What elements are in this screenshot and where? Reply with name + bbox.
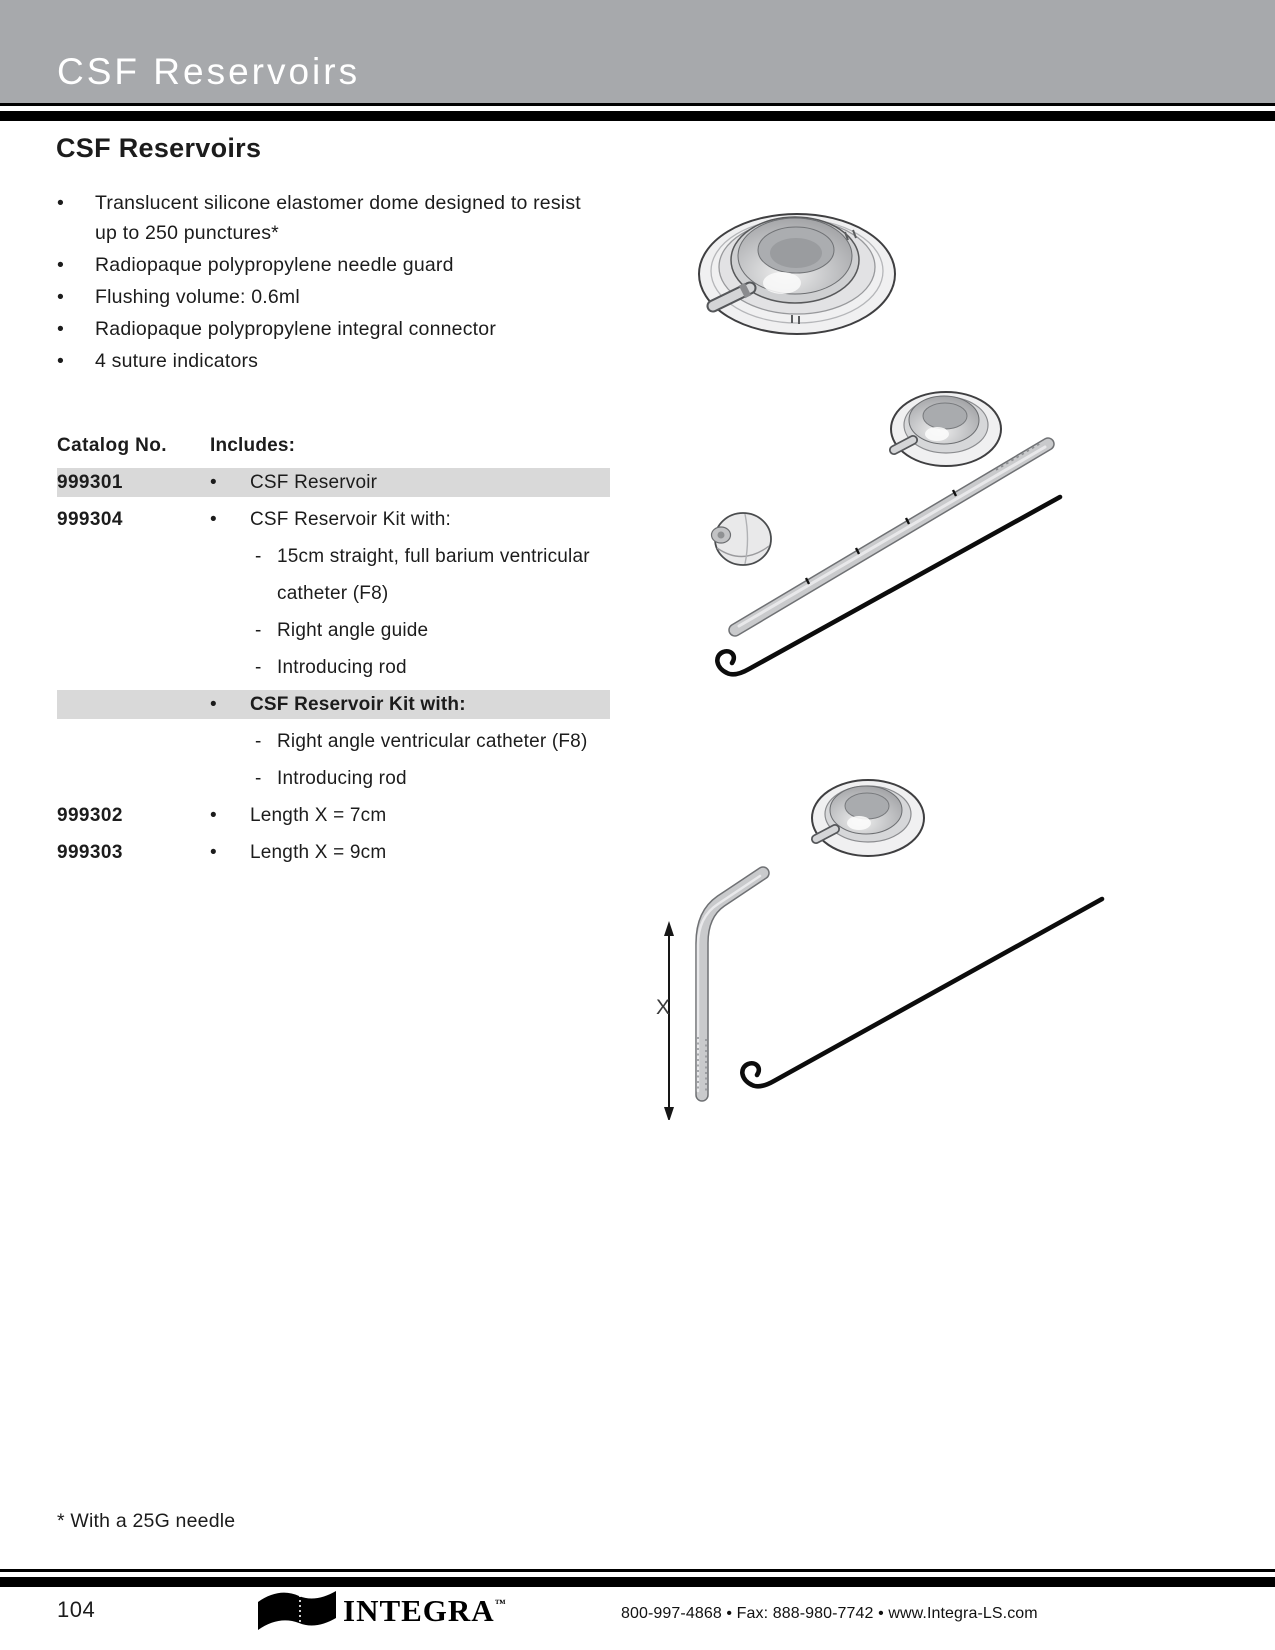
integra-flag-icon bbox=[256, 1588, 340, 1634]
feature-item bbox=[57, 188, 617, 248]
catalog-number: 999302 bbox=[57, 805, 123, 826]
bullet-icon: • bbox=[210, 509, 217, 530]
introducing-rod bbox=[742, 899, 1102, 1086]
bullet-icon: • bbox=[57, 350, 65, 372]
table-row bbox=[57, 834, 610, 871]
csf-reservoir-kit-straight-illustration bbox=[655, 368, 1075, 713]
table-row bbox=[57, 686, 610, 723]
feature-text: Flushing volume: 0.6ml bbox=[95, 286, 300, 308]
integra-logo bbox=[256, 1588, 507, 1634]
footer-contact-info: 800-997-4868 • Fax: 888-980-7742 • www.Integra-LS.com bbox=[621, 1605, 1038, 1622]
sub-item-text: Right angle guide bbox=[277, 620, 429, 641]
bullet-icon: • bbox=[57, 192, 65, 214]
includes-header: Includes: bbox=[210, 435, 296, 456]
feature-text: 4 suture indicators bbox=[95, 350, 259, 372]
feature-text: Radiopaque polypropylene integral connector bbox=[95, 318, 497, 340]
table-sub-row bbox=[57, 538, 610, 612]
dash-icon: - bbox=[255, 620, 262, 641]
feature-item bbox=[57, 346, 617, 376]
catalog-number: 999301 bbox=[57, 472, 123, 493]
catalog-number: 999304 bbox=[57, 509, 123, 530]
trademark-symbol: ™ bbox=[494, 1598, 507, 1610]
item-text: CSF Reservoir Kit with: bbox=[250, 694, 466, 715]
feature-item bbox=[57, 314, 617, 344]
dash-icon: - bbox=[255, 731, 262, 752]
feature-item bbox=[57, 282, 617, 312]
page-header-bar bbox=[0, 0, 1275, 103]
header-divider-thick bbox=[0, 111, 1275, 121]
dash-icon: - bbox=[255, 768, 262, 789]
table-sub-row bbox=[57, 649, 610, 686]
catalog-number bbox=[57, 686, 210, 723]
dash-icon: - bbox=[255, 657, 262, 678]
section-title: CSF Reservoirs bbox=[56, 133, 262, 163]
bullet-icon: • bbox=[210, 805, 217, 826]
sub-item-text: Introducing rod bbox=[277, 768, 407, 789]
sub-item-text: Introducing rod bbox=[277, 657, 407, 678]
table-sub-row bbox=[57, 723, 610, 760]
item-text: Length X = 9cm bbox=[250, 842, 387, 863]
feature-list bbox=[57, 188, 617, 378]
table-sub-row bbox=[57, 612, 610, 649]
catalog-number: 999303 bbox=[57, 842, 123, 863]
right-angle-guide bbox=[712, 513, 772, 565]
table-header-row bbox=[57, 427, 610, 464]
sub-item-text: 15cm straight, full barium ventricular catheter (F8) bbox=[277, 546, 590, 604]
csf-reservoir-kit-right-angle-illustration bbox=[630, 765, 1120, 1120]
footnote: * With a 25G needle bbox=[57, 1510, 236, 1532]
introducing-rod bbox=[717, 497, 1060, 674]
feature-item bbox=[57, 250, 617, 280]
item-text: Length X = 7cm bbox=[250, 805, 387, 826]
length-x-arrow bbox=[664, 921, 674, 1120]
footer-divider-thick bbox=[0, 1577, 1275, 1587]
footer-divider-thin bbox=[0, 1569, 1275, 1572]
bullet-icon: • bbox=[210, 842, 217, 863]
catalog-no-header: Catalog No. bbox=[57, 435, 167, 456]
small-reservoir bbox=[891, 392, 1001, 466]
page-header-title: CSF Reservoirs bbox=[57, 51, 361, 92]
small-reservoir bbox=[812, 780, 924, 856]
feature-text: Radiopaque polypropylene needle guard bbox=[95, 254, 454, 276]
table-row bbox=[57, 464, 610, 501]
catalog-table bbox=[57, 427, 610, 871]
table-sub-row bbox=[57, 760, 610, 797]
bullet-icon: • bbox=[57, 286, 65, 308]
straight-ventricular-catheter bbox=[735, 443, 1048, 630]
feature-text: Translucent silicone elastomer dome designed to resist up to 250 punctures* bbox=[95, 192, 581, 244]
item-text: CSF Reservoir Kit with: bbox=[250, 509, 451, 530]
bullet-icon: • bbox=[57, 254, 65, 276]
logo-wordmark: INTEGRA bbox=[343, 1593, 495, 1628]
bullet-icon: • bbox=[210, 472, 217, 493]
item-text: CSF Reservoir bbox=[250, 472, 378, 493]
bullet-icon: • bbox=[57, 318, 65, 340]
bullet-icon: • bbox=[210, 694, 217, 715]
sub-item-text: Right angle ventricular catheter (F8) bbox=[277, 731, 588, 752]
dimension-label-x: X bbox=[656, 996, 671, 1019]
header-divider-thin bbox=[0, 103, 1275, 106]
page-number: 104 bbox=[57, 1597, 96, 1622]
table-row bbox=[57, 501, 610, 538]
table-row bbox=[57, 797, 610, 834]
integra-logo-text bbox=[343, 1593, 507, 1629]
dash-icon: - bbox=[255, 546, 262, 567]
csf-reservoir-dome-illustration bbox=[695, 198, 900, 343]
